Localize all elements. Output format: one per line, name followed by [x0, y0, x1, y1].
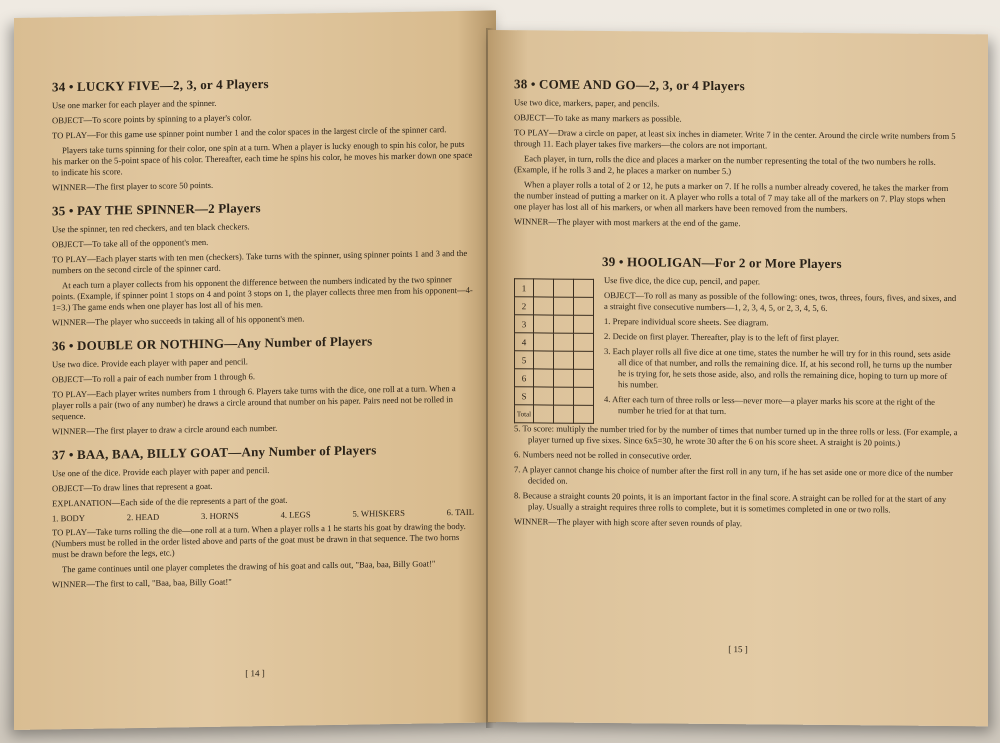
steps-list-continued — [514, 423, 958, 516]
goat-part: 2. HEAD — [126, 511, 160, 523]
game-37 — [52, 441, 474, 591]
text: OBJECT—To take all of the opponent's men. — [52, 236, 209, 250]
game-34 — [52, 73, 474, 194]
game-title: 38 • COME AND GO—2, 3, or 4 Players — [514, 76, 745, 94]
list-item: 8. Because a straight counts 20 points, it is an important factor in the final score. A straight can be rolled for at the start of any play. Usually a straight requires three rolls to complete, but it is sometimes completed in one or two rolls. — [514, 490, 947, 515]
row-label: 6 — [515, 369, 534, 387]
row-label: S — [515, 387, 534, 405]
game-title: 35 • PAY THE SPINNER—2 Players — [52, 200, 261, 219]
steps-list — [604, 316, 958, 419]
table-row — [515, 405, 594, 424]
goat-part: 5. WHISKERS — [352, 507, 405, 519]
text: Use two dice. Provide each player with paper and pencil. — [52, 356, 248, 370]
right-page — [488, 30, 988, 726]
text: OBJECT—To draw lines that represent a goat. — [52, 480, 213, 494]
text: WINNER—The player with most markers at the end of the game. — [514, 216, 741, 229]
row-label: 1 — [515, 279, 534, 297]
row-label: Total — [515, 405, 534, 423]
text: WINNER—The first player to score 50 points. — [52, 179, 214, 193]
table-row — [515, 369, 594, 388]
text: TO PLAY—For this game use spinner point number 1 and the color spaces in the largest circle of the spinner card. — [52, 124, 447, 141]
text: TO PLAY—Take turns rolling the die—one roll at a turn. When a player rolls a 1 he starts his goat by drawing the body. (Numbers must be rolled in the order listed above and parts of the goat must be drawn in that sequence. The two horns must be drawn before the legs, etc.) — [52, 520, 466, 560]
text: Use one of the dice. Provide each player with paper and pencil. — [52, 464, 270, 479]
table-row — [515, 297, 594, 316]
game-36 — [52, 332, 474, 438]
text: TO PLAY—Draw a circle on paper, at least six inches in diameter. Write 7 in the center. Around the circle write numbers from 5 through 11. Each player takes five markers—the colors are not important. — [514, 127, 956, 151]
text: WINNER—The first player to draw a circle around each number. — [52, 422, 278, 437]
text: At each turn a player collects from his opponent the difference between the numbers indicated by the two spinner points. (Example, if spinner point 1 stops on 4 and point 3 stops on 1, the player collects three men from his opponent—4-1=3.) The game ends when one player has lost all of his men. — [52, 274, 473, 313]
list-item: 3. Each player rolls all five dice at one time, states the number he will try for in this round, sets aside all dice of that number, and rolls the remaining dice. If, at his second roll, he turns up the number he is trying for, he sets those aside, also, and rolls the remaining dice, hoping to turn up more of his number. — [604, 346, 953, 390]
text: OBJECT—To roll as many as possible of the following: ones, twos, threes, fours, fives, and sixes, and a straight five consecutive numbers—1, 2, 3, 4, 5, or 2, 3, 4, 5, 6. — [604, 290, 957, 313]
goat-part: 6. TAIL — [446, 506, 474, 518]
text: TO PLAY—Each player writes numbers from 1 through 6. Players take turns with the dice, one roll at a turn. When a player rolls a pair (two of any number) he draws a circle around that number on his paper. Pairs need not be rolled in sequence. — [52, 383, 456, 422]
game-35 — [52, 197, 474, 329]
goat-part: 3. HORNS — [201, 510, 239, 522]
text: Use five dice, the dice cup, pencil, and paper. — [604, 275, 761, 287]
text: Use the spinner, ten red checkers, and ten black checkers. — [52, 221, 250, 235]
goat-part: 1. BODY — [52, 512, 85, 524]
text: The game continues until one player completes the drawing of his goat and calls out, "Baa, baa, Billy Goat!" — [62, 558, 436, 575]
page-number: [ 15 ] — [728, 644, 748, 655]
table-row — [515, 387, 594, 406]
table-row — [515, 315, 594, 334]
game-title: 36 • DOUBLE OR NOTHING—Any Number of Players — [52, 333, 373, 354]
text: When a player rolls a total of 2 or 12, he puts a marker on 7. If he rolls a number already covered, he takes the marker from the number instead of putting a marker on it. A player who rolls a total of 7 may take all of the markers on 7. Play stops when one player has lost all of his markers, or when all markers have been removed from the numbers. — [514, 179, 949, 215]
list-item: 6. Numbers need not be rolled in consecutive order. — [514, 449, 692, 461]
score-sheet-diagram — [514, 278, 594, 424]
goat-part: 4. LEGS — [280, 509, 311, 520]
row-label: 3 — [515, 315, 534, 333]
game-title: 34 • LUCKY FIVE—2, 3, or 4 Players — [52, 75, 269, 95]
text: WINNER—The player with high score after seven rounds of play. — [514, 516, 743, 529]
row-label: 4 — [515, 333, 534, 351]
text: Use one marker for each player and the spinner. — [52, 97, 217, 111]
text: OBJECT—To score points by spinning to a player's color. — [52, 112, 252, 126]
list-item: 1. Prepare individual score sheets. See diagram. — [604, 316, 769, 328]
text: Players take turns spinning for their color, one spin at a turn. When a player is lucky enough to spin his color, he puts his marker on the 5-point space of his color. Thereafter, each time he spins his color, he moves his marker down one space to indicate his score. — [52, 138, 473, 178]
list-item: 4. After each turn of three rolls or less—never more—a player marks his score at the right of the number he tried for at that turn. — [604, 394, 935, 417]
list-item: 2. Decide on first player. Thereafter, play is to the left of first player. — [604, 331, 840, 344]
row-label: 2 — [515, 297, 534, 315]
table-row — [515, 279, 594, 298]
left-page — [14, 10, 496, 730]
text: Use two dice, markers, paper, and pencils. — [514, 97, 660, 109]
list-item: 7. A player cannot change his choice of number after the first roll in any turn, if he has set aside one or more dice of the number decided on. — [514, 464, 953, 486]
row-label: 5 — [515, 351, 534, 369]
table-row — [515, 351, 594, 370]
hooligan-intro — [604, 275, 958, 427]
text: EXPLANATION—Each side of the die represents a part of the goat. — [52, 494, 288, 509]
game-39 — [514, 253, 958, 531]
table-row — [515, 333, 594, 352]
text: TO PLAY—Each player starts with ten men (checkers). Take turns with the spinner, using spinner points 1 and 3 and the numbers on the second circle of the spinner card. — [52, 247, 468, 276]
game-title: 37 • BAA, BAA, BILLY GOAT—Any Number of Players — [52, 442, 377, 463]
game-38 — [514, 76, 958, 231]
text: OBJECT—To take as many markers as possible. — [514, 112, 682, 124]
list-item: 5. To score: multiply the number tried for by the number of times that number turned up in the three rolls or less. (For example, a player turned up five sixes. Since 6x5=30, he wrote 30 after the 6 on his score sheet. A straight is 20 points.) — [514, 423, 958, 448]
page-number: [ 14 ] — [245, 668, 265, 679]
text: OBJECT—To roll a pair of each number from 1 through 6. — [52, 371, 255, 385]
hooligan-body — [514, 274, 958, 427]
text: WINNER—The first to call, "Baa, baa, Billy Goat!" — [52, 576, 232, 590]
game-title: 39 • HOOLIGAN—For 2 or More Players — [602, 253, 842, 272]
text: WINNER—The player who succeeds in taking all of his opponent's men. — [52, 313, 305, 328]
text: Each player, in turn, rolls the dice and places a marker on the number representing the total of the two numbers he rolls. (Example, if he rolls 3 and 2, he places a marker on number 5.) — [514, 153, 936, 177]
